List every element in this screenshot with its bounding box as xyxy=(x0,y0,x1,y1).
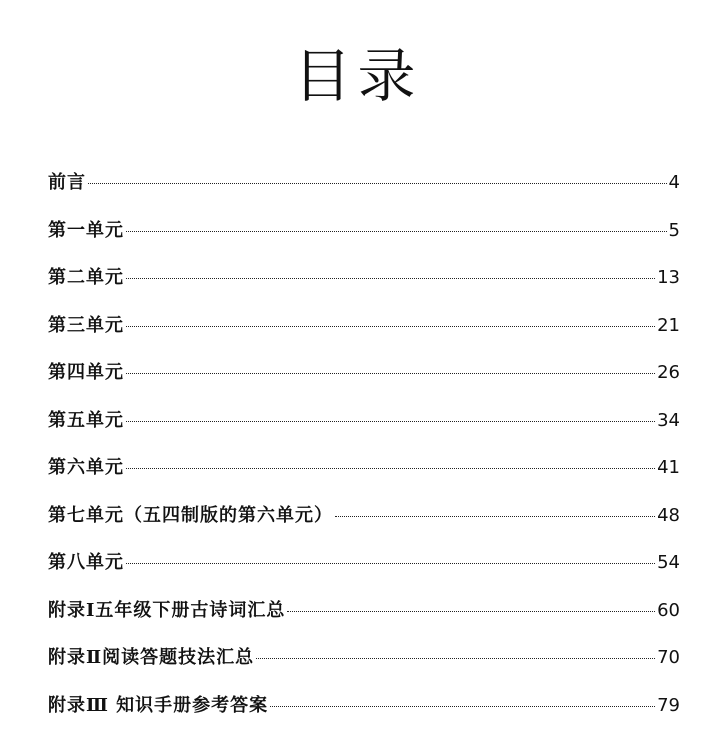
toc-entry-appendix-3[interactable] xyxy=(48,691,680,739)
toc-entry-unit-6[interactable] xyxy=(48,453,680,501)
toc-entry-label: 第七单元（五四制版的第六单元） xyxy=(48,504,333,526)
toc-dot-leader xyxy=(126,278,655,279)
toc-page-number: 79 xyxy=(657,694,680,716)
toc-entry-unit-4[interactable] xyxy=(48,358,680,406)
toc-dot-leader xyxy=(126,326,655,327)
toc-page-number: 26 xyxy=(657,362,680,383)
toc-page-number: 5 xyxy=(668,219,680,241)
toc-entry-label: 第二单元 xyxy=(48,267,124,288)
toc-entry-label: 第八单元 xyxy=(48,552,124,573)
toc-entry-unit-2[interactable] xyxy=(48,263,680,311)
toc-entry-label: 附录Ⅰ五年级下册古诗词汇总 xyxy=(48,599,286,621)
toc-dot-leader xyxy=(287,611,655,612)
toc-entry-label: 第四单元 xyxy=(48,362,124,383)
toc-entry-label: 前言 xyxy=(48,172,86,193)
toc-page-number: 13 xyxy=(657,267,680,288)
toc-dot-leader xyxy=(126,421,655,422)
toc-page-number: 34 xyxy=(657,409,680,431)
page-title: 目录 xyxy=(293,42,422,110)
toc-entry-preface[interactable] xyxy=(48,168,680,216)
toc-entry-unit-7[interactable] xyxy=(48,501,680,549)
toc-entry-label: 附录Ⅲ 知识手册参考答案 xyxy=(48,694,269,716)
toc-dot-leader xyxy=(126,231,667,232)
toc-entry-appendix-1[interactable] xyxy=(48,596,680,644)
toc-page-number: 21 xyxy=(657,314,680,336)
toc-dot-leader xyxy=(270,706,655,707)
toc-entry-appendix-2[interactable] xyxy=(48,643,680,691)
toc-entry-unit-8[interactable] xyxy=(48,548,680,596)
toc-page-number: 48 xyxy=(657,504,680,526)
toc-dot-leader xyxy=(126,468,655,469)
toc-page-number: 60 xyxy=(657,599,680,621)
toc-dot-leader xyxy=(256,658,655,659)
toc-entry-label: 第一单元 xyxy=(48,219,124,241)
toc-page-number: 41 xyxy=(657,457,680,478)
toc-entry-label: 第三单元 xyxy=(48,314,124,336)
toc-entry-label: 第五单元 xyxy=(48,409,124,431)
toc-entry-unit-1[interactable] xyxy=(48,216,680,264)
toc-dot-leader xyxy=(126,373,655,374)
table-of-contents xyxy=(48,168,680,738)
toc-entry-unit-3[interactable] xyxy=(48,311,680,359)
toc-entry-label: 第六单元 xyxy=(48,457,124,478)
toc-page-number: 54 xyxy=(657,552,680,573)
toc-dot-leader xyxy=(88,183,667,184)
toc-entry-unit-5[interactable] xyxy=(48,406,680,454)
toc-entry-label: 附录Ⅱ阅读答题技法汇总 xyxy=(48,647,255,668)
toc-dot-leader xyxy=(335,516,655,517)
toc-dot-leader xyxy=(126,563,655,564)
toc-page-number: 70 xyxy=(657,647,680,668)
toc-page-number: 4 xyxy=(668,172,680,193)
